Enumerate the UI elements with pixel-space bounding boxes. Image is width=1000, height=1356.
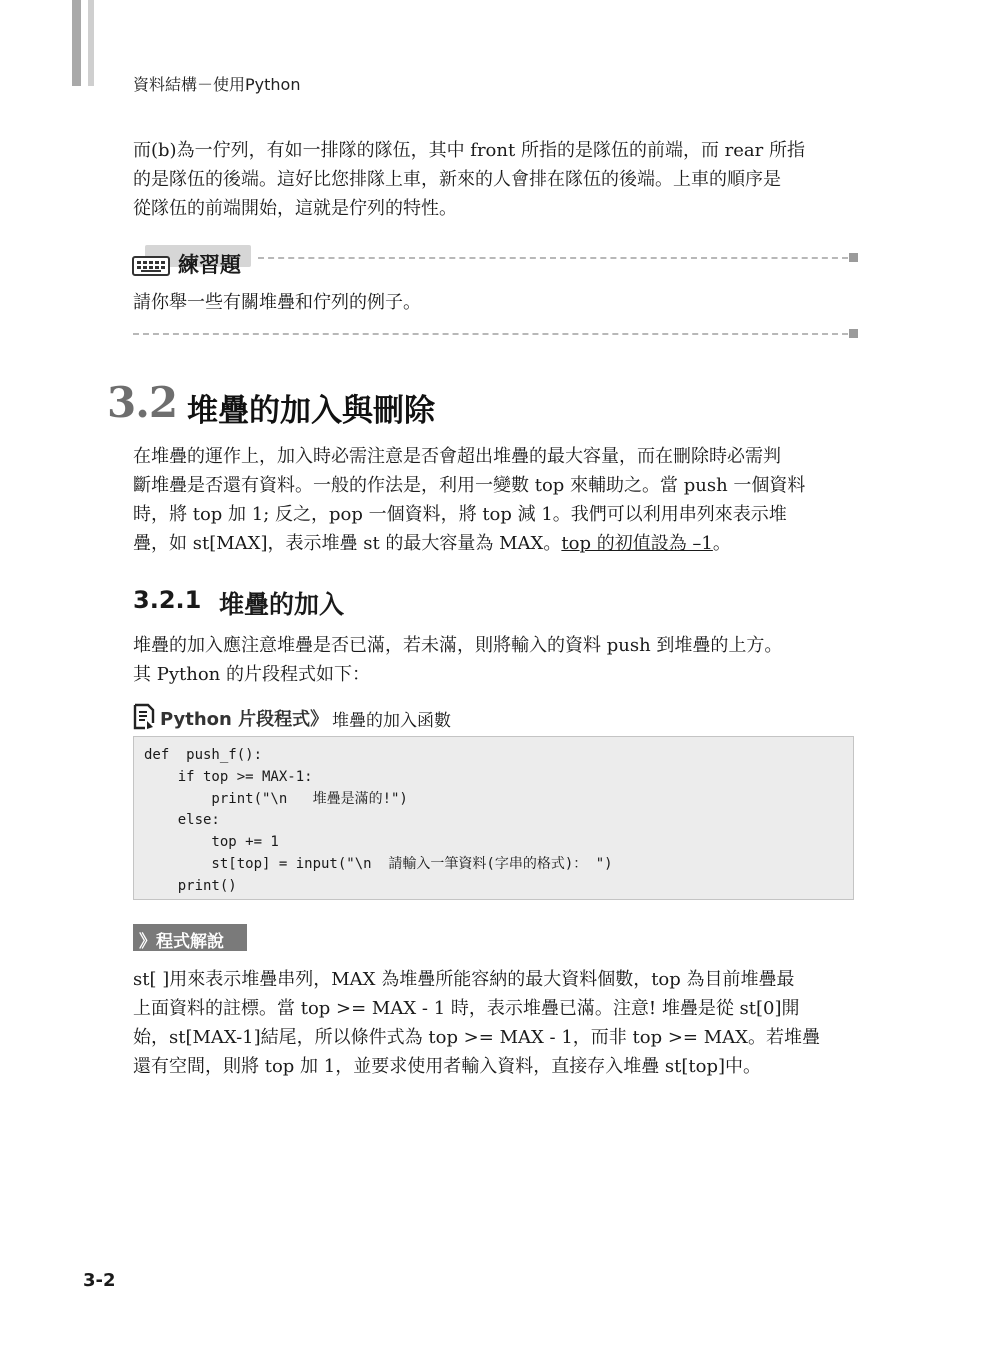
page-number: 3-2 xyxy=(83,1270,116,1291)
code-listing xyxy=(144,745,613,898)
code-line: def push_f(): xyxy=(144,747,263,763)
intro-paragraph xyxy=(133,136,857,223)
underlined-note: top 的初值設為 –1 xyxy=(561,533,713,554)
explanation-paragraph xyxy=(133,965,857,1081)
section-number: 3.2 xyxy=(107,378,178,427)
rule-end-square xyxy=(849,253,858,262)
margin-bar xyxy=(72,0,81,86)
snippet-caption: 堆疊的加入函數 xyxy=(332,711,451,731)
section-title: 堆疊的加入與刪除 xyxy=(187,393,435,429)
exercise-title: 練習題 xyxy=(178,253,241,277)
subsection-line: 其 Python 的片段程式如下： xyxy=(133,664,370,685)
explanation-tag-label: 》程式解說 xyxy=(139,932,224,952)
section-line xyxy=(133,529,857,558)
subsection-line: 堆疊的加入應注意堆疊是否已滿，若未滿，則將輸入的資料 push 到堆疊的上方。 xyxy=(133,635,783,656)
explanation-line: 始，st[MAX-1]結尾，所以條件式為 top >= MAX - 1，而非 top >= MAX。若堆疊 xyxy=(133,1027,820,1048)
section-line: 在堆疊的運作上，加入時必需注意是否會超出堆疊的最大容量，而在刪除時必需判 xyxy=(133,446,781,467)
code-block xyxy=(133,736,854,900)
subsection-paragraph xyxy=(133,631,857,689)
exercise-line: 請你舉一些有關堆疊和佇列的例子。 xyxy=(133,292,421,313)
section-line: 斷堆疊是否還有資料。一般的作法是，利用一變數 top 來輔助之。當 push 一個資料 xyxy=(133,475,806,496)
subsection-title: 堆疊的加入 xyxy=(219,590,345,619)
code-line: top += 1 xyxy=(144,834,279,851)
code-line: print() xyxy=(144,877,237,894)
rule-end-square xyxy=(849,329,858,338)
code-line: st[top] = input("\n 請輸入一筆資料(字串的格式)： ") xyxy=(144,855,613,872)
intro-line: 從隊伍的前端開始，這就是佇列的特性。 xyxy=(133,198,457,219)
section-paragraph xyxy=(133,442,857,558)
exercise-top-rule xyxy=(258,257,848,259)
code-line: print("\n 堆疊是滿的!") xyxy=(144,790,408,807)
snippet-label: Python 片段程式》 xyxy=(160,709,329,730)
code-line: else: xyxy=(144,812,220,829)
exercise-text xyxy=(133,288,857,317)
explanation-line: 還有空間，則將 top 加 1，並要求使用者輸入資料，直接存入堆疊 st[top]中。 xyxy=(133,1056,762,1077)
intro-line: 的是隊伍的後端。這好比您排隊上車，新來的人會排在隊伍的後端。上車的順序是 xyxy=(133,169,781,190)
section-line-text: 疊，如 st[MAX]，表示堆疊 st 的最大容量為 MAX。 xyxy=(133,533,562,554)
subsection-number: 3.2.1 xyxy=(133,586,202,614)
exercise-bottom-rule xyxy=(133,333,848,335)
code-line: if top >= MAX-1: xyxy=(144,768,313,785)
keyboard-icon xyxy=(132,255,172,277)
intro-line: 而(b)為一佇列，有如一排隊的隊伍，其中 front 所指的是隊伍的前端，而 rear 所指 xyxy=(133,140,805,161)
code-file-icon xyxy=(133,703,157,731)
section-line: 時，將 top 加 1; 反之，pop 一個資料，將 top 減 1。我們可以利用串列來表示堆 xyxy=(133,504,787,525)
section-line-end: 。 xyxy=(712,533,731,554)
explanation-line: 上面資料的註標。當 top >= MAX - 1 時，表示堆疊已滿。注意! 堆疊是從 st[0]開 xyxy=(133,998,800,1019)
margin-bar-light xyxy=(88,0,94,86)
explanation-line: st[ ]用來表示堆疊串列，MAX 為堆疊所能容納的最大資料個數，top 為目前堆疊最 xyxy=(133,969,795,990)
running-head: 資料結構－使用Python xyxy=(133,75,301,94)
